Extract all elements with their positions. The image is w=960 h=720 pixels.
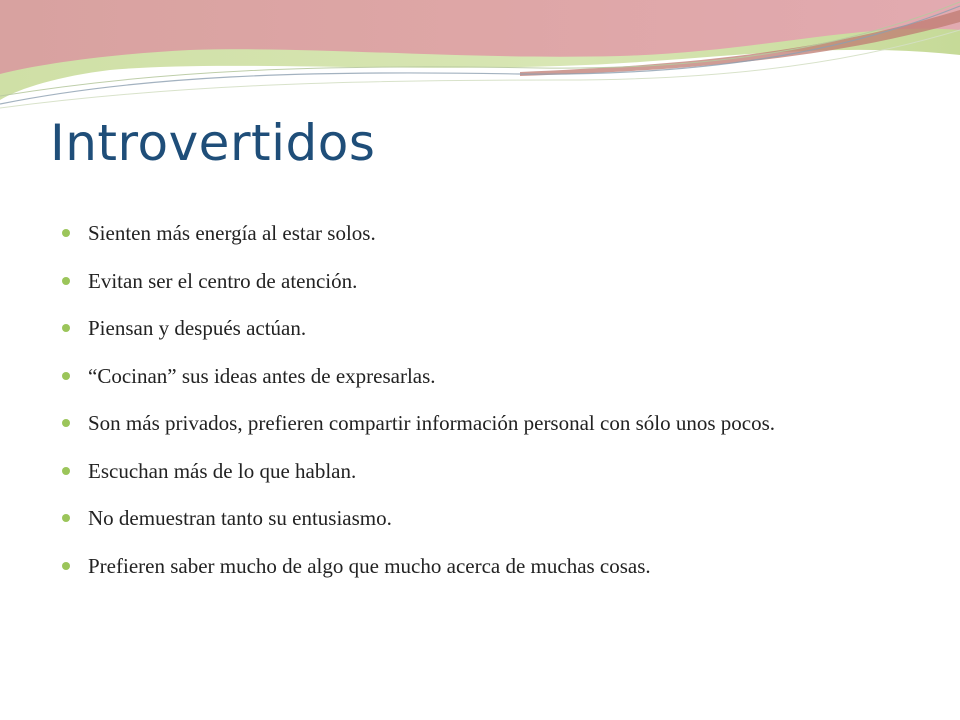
list-item [62,551,922,583]
list-item [62,503,922,535]
bullet-text: Evitan ser el centro de atención. [88,268,358,293]
list-item [62,408,922,440]
bullet-list [62,218,922,598]
bullet-text: Prefieren saber mucho de algo que mucho acerca de muchas cosas. [88,553,651,578]
bullet-icon [62,514,70,522]
header-wave-decoration [0,0,960,110]
bullet-text: Piensan y después actúan. [88,316,307,340]
bullet-icon [62,229,70,237]
bullet-icon [62,324,70,332]
bullet-icon [62,467,70,475]
bullet-icon [62,372,70,380]
bullet-icon [62,277,70,285]
bullet-icon [62,562,70,570]
list-item [62,456,922,488]
bullet-text: “Cocinan” sus ideas antes de expresarlas. [88,363,436,388]
list-item [62,266,922,298]
bullet-icon [62,419,70,427]
slide-title: Introvertidos [50,114,376,172]
bullet-text: Son más privados, prefieren compartir información personal con sólo unos pocos. [88,411,776,435]
list-item [62,218,922,250]
list-item [62,313,922,345]
list-item [62,361,922,393]
bullet-text: Escuchan más de lo que hablan. [88,458,357,483]
bullet-text: No demuestran tanto su entusiasmo. [88,506,392,530]
bullet-text: Sienten más energía al estar solos. [88,221,376,245]
